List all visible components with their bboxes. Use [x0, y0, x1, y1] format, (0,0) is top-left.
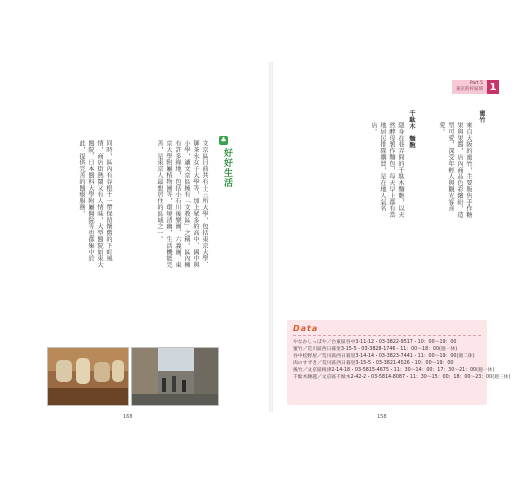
book-gutter — [269, 62, 273, 412]
data-line: 谷中松野屋／荒川區西日暮里3-14-14・03-3823-7441・11：00～19：00(週二休) — [293, 354, 475, 359]
heading-1: 蜜竹 — [478, 110, 485, 123]
data-line: 千駄木腰越／文京區千駄木2-42-2・03-5814-8087・11：30～15：00；18：00～23：00(週三休) — [293, 375, 511, 380]
data-box — [287, 320, 511, 405]
leaf-icon: ♣ — [220, 136, 227, 144]
heading-2: 千駄木 麵麭 — [408, 110, 415, 149]
part-number: 1 — [487, 80, 499, 94]
section-title: 好好生活 — [222, 148, 232, 188]
page-number-right: 158 — [377, 414, 387, 420]
data-line: 後竹／文京區根津2-14-18・03-5815-4675・11：30～14：00；17：30～21：00(週一休) — [293, 368, 495, 373]
data-line: やなかしっぽや／台東區谷中3-11-12・03-3822-9517・10：00～19：00 — [293, 340, 457, 345]
left-page — [43, 62, 265, 420]
body-text-column: 文京區目前共有十三所大學，包括東京大學、御茶水女子大學等，加上眾多的高中、國中與小學，讓文京區擁有「文教區」之稱。區內擁有許多綠地，包括小石川後樂園、六義園、東京大學附屬植物園等，環境清幽，生活機能完善，是東京人最想居住的區域之一。 — [156, 140, 208, 268]
body-text-column-2: 同時，區內有谷根千一帶保留懷舊的下町風情，商店街熱鬧又有人情味，大型醫院如東大醫院、日本醫科大學附屬醫院等也都集中於此，提供完善的醫療服務。 — [78, 140, 112, 268]
right-page — [277, 62, 511, 420]
data-title: Data — [293, 324, 481, 336]
text-1: 來自大阪的蜜竹，主要販售手作糖果與果醬，店內商品色彩繽紛，造型可愛，深受年輕人與觀光客喜愛。 — [438, 122, 472, 218]
part-tab — [452, 80, 499, 94]
data-line: 肉のすずき／荒川區西日暮里3-15-5・03-3821-4526・10：00～19：00 — [293, 361, 454, 366]
part-label: Part 5 東京的好區域 — [452, 80, 487, 94]
page-number-left: 168 — [123, 414, 133, 420]
data-line: 蜜竹／荒川區西日暮里3-15-5・03-3828-1746・11：00～18：00(週一休) — [293, 347, 458, 352]
photo-shopping-street — [131, 347, 219, 406]
photo-shop-display — [47, 347, 129, 406]
book-spread — [43, 62, 511, 420]
text-2: 隱身在巷弄間的千駄木麵麭，以天然酵母製作麵包，每天早上都有當地居民排隊購買，是在地人氣名店。 — [370, 122, 404, 218]
